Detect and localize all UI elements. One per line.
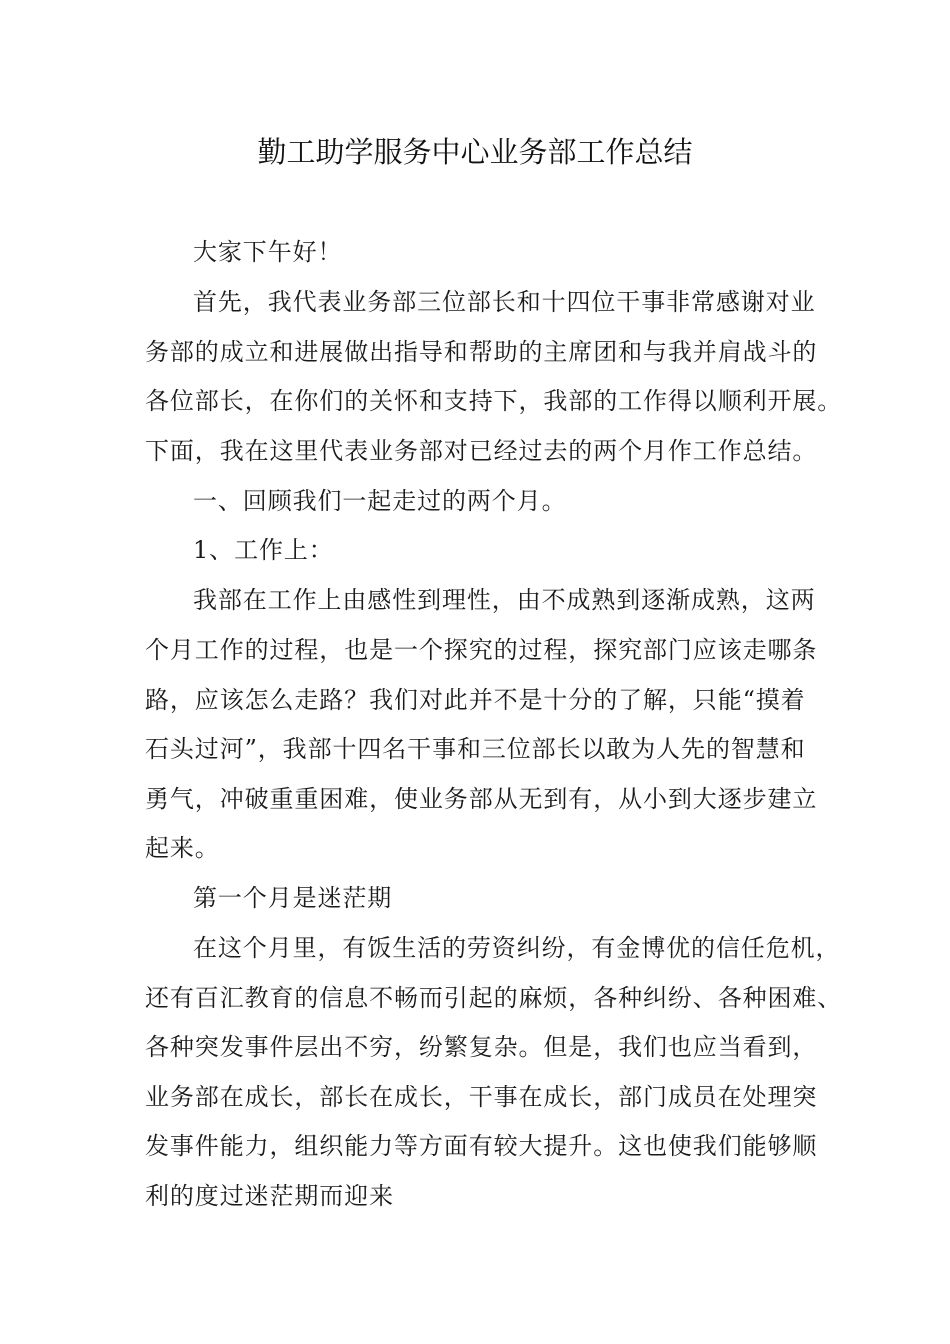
document-title: 勤工助学服务中心业务部工作总结 (257, 135, 693, 169)
paragraph-line: 路，应该怎么走路？我们对此并不是十分的了解，只能“摸着 (145, 686, 806, 714)
section-heading: 第一个月是迷茫期 (193, 884, 393, 912)
paragraph-line: 勇气，冲破重重困难，使业务部从无到有，从小到大逐步建立 (145, 785, 818, 813)
paragraph-line: 业务部在成长，部长在成长，干事在成长，部门成员在处理突 (145, 1083, 818, 1111)
paragraph-line: 发事件能力，组织能力等方面有较大提升。这也使我们能够顺 (145, 1132, 818, 1160)
paragraph-line: 个月工作的过程，也是一个探究的过程，探究部门应该走哪条 (145, 636, 818, 664)
paragraph-line: 在这个月里，有饭生活的劳资纠纷，有金博优的信任危机， (193, 934, 841, 962)
subsection-heading: 1、工作上： (193, 536, 334, 564)
paragraph-line: 务部的成立和进展做出指导和帮助的主席团和与我并肩战斗的 (145, 338, 818, 366)
paragraph-line: 还有百汇教育的信息不畅而引起的麻烦，各种纠纷、各种困难、 (145, 984, 843, 1012)
paragraph-line: 大家下午好！ (193, 238, 343, 266)
paragraph-line: 利的度过迷茫期而迎来 (145, 1182, 394, 1210)
paragraph-line: 首先，我代表业务部三位部长和十四位干事非常感谢对业 (193, 288, 816, 316)
paragraph-line: 起来。 (145, 834, 220, 862)
paragraph-line: 下面，我在这里代表业务部对已经过去的两个月作工作总结。 (145, 437, 818, 465)
paragraph-line: 我部在工作上由感性到理性，由不成熟到逐渐成熟，这两 (193, 586, 816, 614)
paragraph-line: 各位部长，在你们的关怀和支持下，我部的工作得以顺利开展。 (145, 387, 843, 415)
paragraph-line: 石头过河”，我部十四名干事和三位部长以敢为人先的智慧和 (145, 735, 806, 763)
paragraph-line: 各种突发事件层出不穷，纷繁复杂。但是，我们也应当看到， (145, 1033, 818, 1061)
section-heading: 一、回顾我们一起走过的两个月。 (193, 487, 567, 515)
